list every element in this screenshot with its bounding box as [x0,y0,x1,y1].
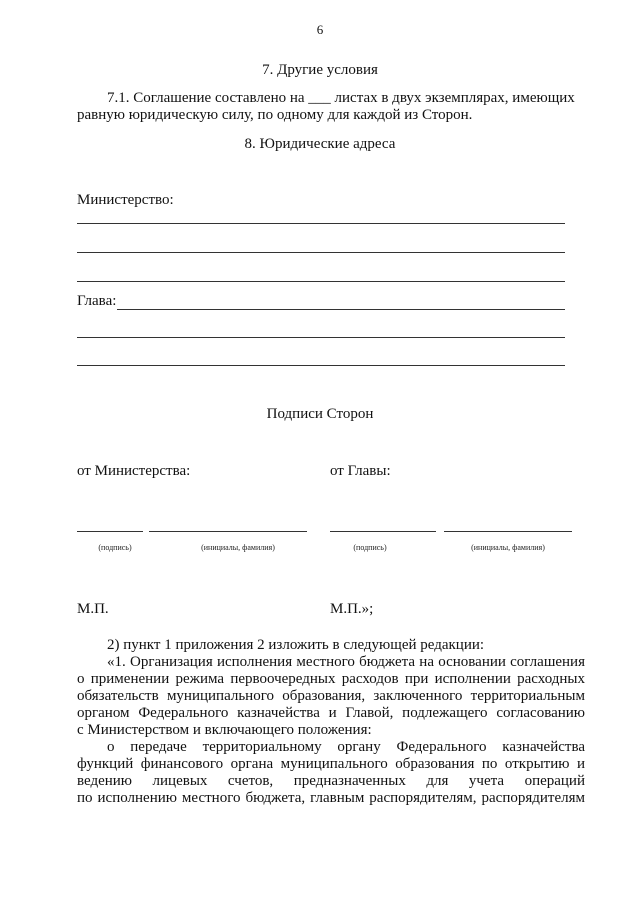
ministry-signature-caption: (подпись) [98,543,132,552]
body-line: «1. Организация исполнения местного бюджета на основании соглашения [107,654,585,670]
head-signature-caption: (подпись) [353,543,387,552]
head-address-line-3 [77,365,565,366]
body-line: о передаче территориальному органу Федерального казначейства [107,739,585,755]
ministry-label: Министерство: [77,192,174,208]
head-initials-caption: (инициалы, фамилия) [471,543,545,552]
ministry-address-line-3 [77,281,565,282]
from-ministry-label: от Министерства: [77,463,191,479]
section-7-clause [77,90,575,124]
seal-head: М.П.»; [330,601,374,617]
clause-line-1: 7.1. Соглашение составлено на ___ листах в двух экземплярах, имеющих [107,90,575,106]
ministry-address-line-1 [77,223,565,224]
head-address-line-1 [117,309,565,310]
section-8-title: 8. Юридические адреса [244,136,396,152]
body-line: о применении режима первоочередных расходов при исполнении расходных [77,671,585,687]
ministry-address-line-2 [77,252,565,253]
body-line: органом Федерального казначейства и Главой, подлежащего согласованию [77,705,585,721]
clause-line-2: равную юридическую силу, по одному для каждой из Сторон. [77,107,473,123]
ministry-initials-line [149,531,307,532]
head-label: Глава: [77,293,117,309]
section-7-title: 7. Другие условия [262,62,378,78]
signatures-title: Подписи Сторон [266,406,374,422]
head-address-line-2 [77,337,565,338]
body-line: 2) пункт 1 приложения 2 изложить в следующей редакции: [107,637,485,653]
ministry-signature-line [77,531,143,532]
ministry-initials-caption: (инициалы, фамилия) [201,543,275,552]
from-head-label: от Главы: [330,463,391,479]
body-line: обязательств муниципального образования, заключенного территориальным [77,688,585,704]
page-number: 6 [316,22,324,37]
head-initials-line [444,531,572,532]
body-line: функций финансового органа муниципального образования по открытию и [77,756,585,772]
head-signature-line [330,531,436,532]
body-line: ведению лицевых счетов, предназначенных для учета операций [77,773,585,789]
amendment-text [77,637,585,807]
seal-ministry: М.П. [77,601,109,617]
body-line: по исполнению местного бюджета, главным распорядителям, распорядителям [77,790,585,806]
body-line: с Министерством и включающего положения: [77,722,372,738]
